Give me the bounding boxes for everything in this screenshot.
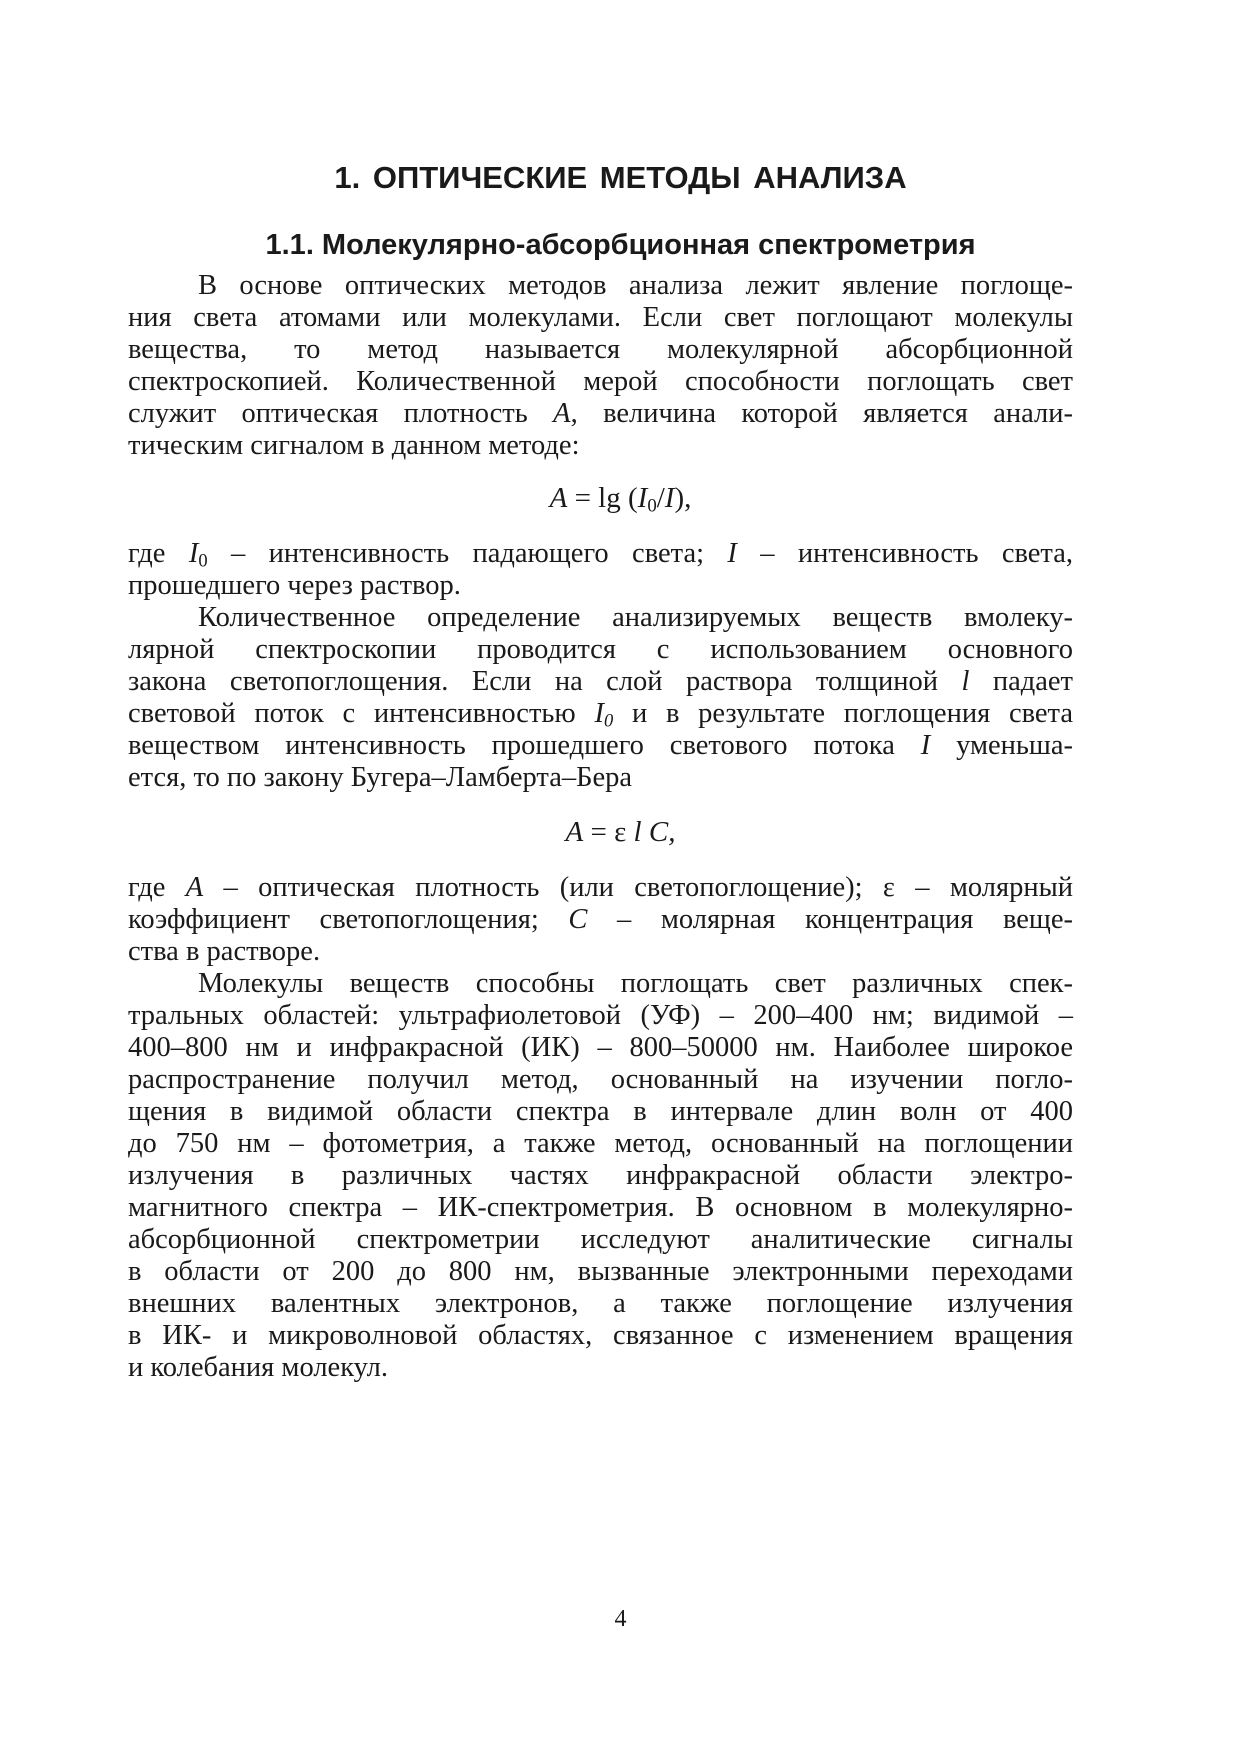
text-line: распространение получил метод, основанный на изучении погло-	[128, 1064, 1073, 1095]
text-line: излучения в различных частях инфракрасной области электро-	[128, 1160, 1073, 1191]
text-line: до 750 нм – фотометрия, а также метод, основанный на поглощении	[128, 1128, 1073, 1159]
text-line: тральных областей: ультрафиолетовой (УФ) – 200–400 нм; видимой –	[128, 1000, 1073, 1031]
section-title: 1.1. Молекулярно-абсорбционная спектрометрия	[265, 229, 976, 261]
text-line: и колебания молекул.	[128, 1352, 388, 1383]
text-line: ства в растворе.	[128, 936, 321, 967]
text-line: внешних валентных электронов, а также поглощение излучения	[128, 1288, 1073, 1319]
text-line: закона светопоглощения. Если на слой раствора толщиной l падает	[128, 666, 1074, 697]
text-line: световой поток с интенсивностью $I_0$ и в результате поглощения света	[128, 698, 1073, 732]
formula-optical-density: $A = \lg (I_0/I)$,	[549, 482, 692, 517]
chapter-title: 1. ОПТИЧЕСКИЕ МЕТОДЫ АНАЛИЗА	[334, 160, 907, 195]
text-line: лярной спектроскопии проводится с использованием основного	[128, 634, 1073, 665]
text-line: 400–800 нм и инфракрасной (ИК) – 800–50000 нм. Наиболее широкое	[128, 1032, 1073, 1063]
text-line: Количественное определение анализируемых веществ вмолеку-	[198, 602, 1073, 633]
text-line: коэффициент светопоглощения; C – молярная концентрация веще-	[128, 904, 1074, 935]
page-number: 4	[614, 1606, 627, 1632]
text-line: магнитного спектра – ИК-спектрометрия. В основном в молекулярно-	[128, 1192, 1073, 1223]
text-line: где A – оптическая плотность (или светопоглощение); ε – молярный	[128, 872, 1073, 903]
text-line: спектроскопией. Количественной мерой способности поглощать свет	[128, 366, 1073, 397]
text-line: в области от 200 до 800 нм, вызванные электронными переходами	[128, 1256, 1073, 1287]
text-line: Молекулы веществ способны поглощать свет различных спек-	[198, 968, 1073, 999]
text-line: тическим сигналом в данном методе:	[128, 430, 580, 461]
text-line: В основе оптических методов анализа лежит явление поглоще-	[198, 270, 1073, 301]
text-line: в ИК- и микроволновой областях, связанное с изменением вращения	[128, 1320, 1073, 1351]
text-line: где $I_0$ – интенсивность падающего света; I – интенсивность света,	[128, 538, 1074, 572]
text-line: веществом интенсивность прошедшего светового потока I уменьша-	[128, 730, 1073, 761]
text-line: прошедшего через раствор.	[128, 570, 461, 601]
text-line: служит оптическая плотность A, величина которой является анали-	[128, 398, 1073, 429]
text-line: ния света атомами или молекулами. Если свет поглощают молекулы	[128, 302, 1073, 333]
text-line: вещества, то метод называется молекулярной абсорбционной	[128, 334, 1073, 365]
formula-beer-lambert: A = ε l C,	[565, 816, 676, 848]
text-line: абсорбционной спектрометрии исследуют аналитические сигналы	[128, 1224, 1073, 1255]
text-line: ется, то по закону Бугера–Ламберта–Бера	[128, 762, 633, 793]
text-line: щения в видимой области спектра в интервале длин волн от 400	[128, 1096, 1073, 1127]
